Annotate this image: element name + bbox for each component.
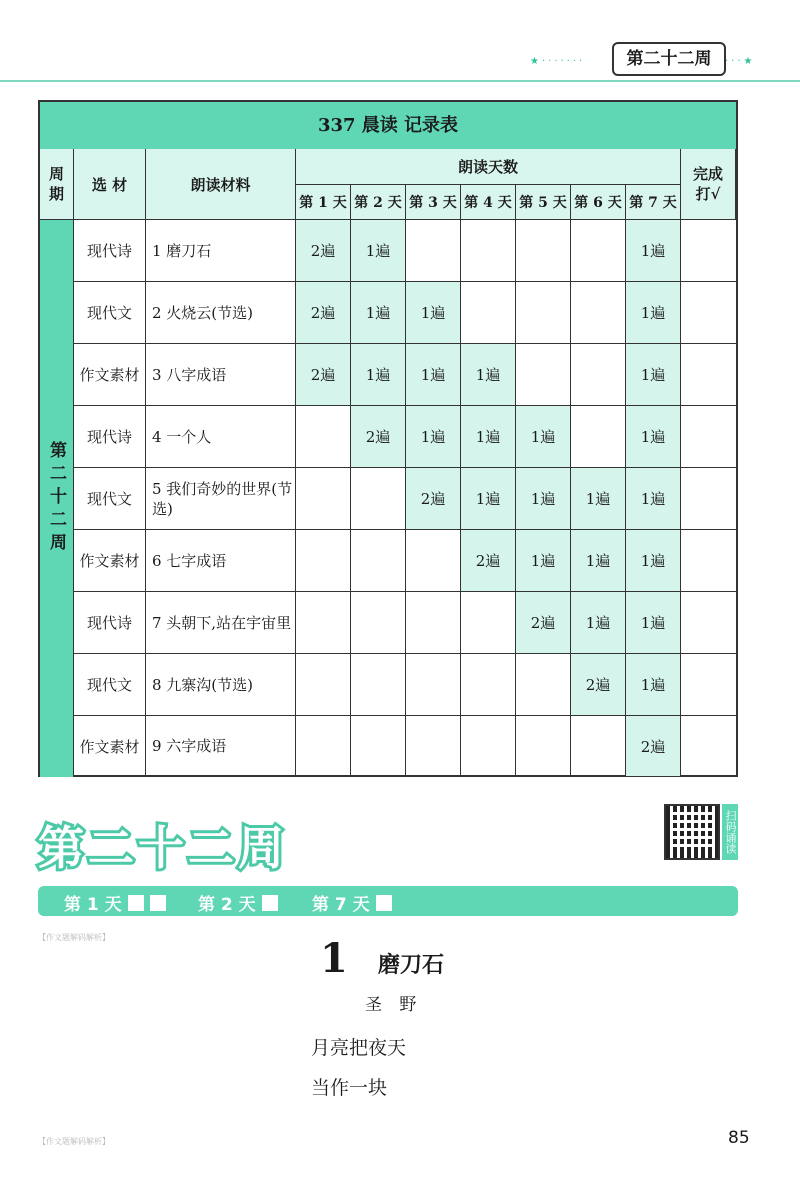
day-cell: [351, 654, 406, 716]
day-cell: 1遍: [461, 468, 516, 530]
day-cell: [516, 220, 571, 282]
day-cell: 1遍: [516, 468, 571, 530]
done-checkbox-cell[interactable]: [681, 406, 736, 468]
day-cell: 2遍: [571, 654, 626, 716]
header-period: [40, 149, 74, 220]
day-cell: 1遍: [571, 468, 626, 530]
day-cell: 1遍: [626, 530, 681, 592]
category-cell: 作文素材: [74, 530, 146, 592]
day-cell: 1遍: [571, 530, 626, 592]
day-cell: [351, 716, 406, 777]
day-cell: [406, 654, 461, 716]
checkbox-icon[interactable]: [262, 895, 278, 911]
day-cell: [571, 406, 626, 468]
day-cell: 1遍: [516, 406, 571, 468]
header-day-6: 第 6 天: [571, 185, 626, 220]
day-cell: [351, 468, 406, 530]
done-checkbox-cell[interactable]: [681, 530, 736, 592]
day-item-2: [198, 890, 278, 915]
day-cell: [461, 282, 516, 344]
day-cell: [461, 654, 516, 716]
reading-record-table: [38, 100, 738, 777]
material-cell: 7 头朝下,站在宇宙里: [146, 592, 296, 654]
qr-code[interactable]: [664, 804, 720, 860]
day-cell: [296, 716, 351, 777]
done-checkbox-cell[interactable]: [681, 282, 736, 344]
day-cell: 1遍: [626, 220, 681, 282]
week-banner-title: 第二十二周: [38, 821, 288, 875]
done-checkbox-cell[interactable]: [681, 592, 736, 654]
day-cell: 2遍: [296, 282, 351, 344]
poem-line: 月亮把夜天: [311, 1037, 407, 1059]
header-day-3: 第 3 天: [406, 185, 461, 220]
material-cell: 2 火烧云(节选): [146, 282, 296, 344]
day-cell: 1遍: [351, 282, 406, 344]
category-cell: 现代文: [74, 282, 146, 344]
day-item-7: [312, 890, 392, 915]
faint-note-bottom: 【作文题解码解析】: [38, 1137, 110, 1146]
day-item-label: 第 1 天: [64, 895, 122, 915]
day-cell: 1遍: [626, 468, 681, 530]
header-day-7: 第 7 天: [626, 185, 681, 220]
material-cell: 4 一个人: [146, 406, 296, 468]
category-cell: 作文素材: [74, 344, 146, 406]
day-item-label: 第 2 天: [198, 895, 256, 915]
day-cell: [406, 716, 461, 777]
material-cell: 6 七字成语: [146, 530, 296, 592]
day-cell: 1遍: [626, 282, 681, 344]
material-cell: 3 八字成语: [146, 344, 296, 406]
done-checkbox-cell[interactable]: [681, 220, 736, 282]
category-cell: 现代诗: [74, 592, 146, 654]
material-cell: 9 六字成语: [146, 716, 296, 777]
table-title: 337 晨读 记录表: [40, 102, 736, 150]
day-cell: [296, 592, 351, 654]
done-checkbox-cell[interactable]: [681, 654, 736, 716]
category-cell: 作文素材: [74, 716, 146, 777]
day-cell: [296, 530, 351, 592]
day-cell: 2遍: [296, 344, 351, 406]
day-cell: 2遍: [626, 716, 681, 777]
day-cell: [461, 220, 516, 282]
category-cell: 现代诗: [74, 406, 146, 468]
category-cell: 现代诗: [74, 220, 146, 282]
day-cell: 1遍: [626, 592, 681, 654]
header-rule: [0, 80, 800, 82]
material-cell: 1 磨刀石: [146, 220, 296, 282]
done-checkbox-cell[interactable]: [681, 344, 736, 406]
day-cell: [516, 654, 571, 716]
header-done-label: 完成打√: [692, 165, 723, 203]
day-cell: [516, 716, 571, 777]
day-cell: [406, 592, 461, 654]
day-item-1: [64, 890, 166, 915]
checkbox-icon[interactable]: [128, 895, 144, 911]
header-category: 选 材: [74, 149, 146, 220]
day-cell: 1遍: [461, 344, 516, 406]
material-cell: 5 我们奇妙的世界(节选): [146, 468, 296, 530]
day-cell: [351, 592, 406, 654]
day-cell: [296, 406, 351, 468]
header-day-1: 第 1 天: [296, 185, 351, 220]
category-cell: 现代文: [74, 468, 146, 530]
day-cell: 1遍: [626, 654, 681, 716]
day-cell: 2遍: [516, 592, 571, 654]
header-days-group: 朗读天数: [296, 149, 681, 185]
week-column: [40, 220, 74, 777]
day-cell: [461, 592, 516, 654]
day-cell: 1遍: [626, 344, 681, 406]
poem-line: 当作一块: [311, 1077, 388, 1099]
week-tab: 第二十二周: [612, 42, 726, 76]
done-checkbox-cell[interactable]: [681, 468, 736, 530]
poem-title: 磨刀石: [378, 952, 445, 978]
poem-author: 圣 野: [365, 995, 423, 1015]
day-cell: [296, 654, 351, 716]
header-period-label: 周期: [48, 165, 64, 203]
day-progress-bar: [38, 886, 738, 916]
week-column-label: 第二十二周: [46, 441, 66, 556]
page-number: 85: [728, 1128, 750, 1148]
day-cell: [296, 468, 351, 530]
day-cell: 2遍: [461, 530, 516, 592]
day-cell: [516, 282, 571, 344]
day-cell: 2遍: [406, 468, 461, 530]
header-day-2: 第 2 天: [351, 185, 406, 220]
day-cell: [406, 530, 461, 592]
day-cell: [351, 530, 406, 592]
day-cell: 1遍: [351, 220, 406, 282]
day-cell: 1遍: [406, 282, 461, 344]
day-cell: [571, 716, 626, 777]
header-day-5: 第 5 天: [516, 185, 571, 220]
day-cell: 1遍: [571, 592, 626, 654]
checkbox-icon[interactable]: [376, 895, 392, 911]
day-cell: 1遍: [626, 406, 681, 468]
day-cell: 1遍: [406, 344, 461, 406]
page-header: [530, 38, 770, 78]
checkbox-icon[interactable]: [150, 895, 166, 911]
header-done: [681, 149, 736, 220]
day-cell: [571, 282, 626, 344]
header-day-4: 第 4 天: [461, 185, 516, 220]
qr-label: 扫码诵读: [722, 804, 738, 860]
day-cell: 1遍: [461, 406, 516, 468]
header-material: 朗读材料: [146, 149, 296, 220]
day-item-label: 第 7 天: [312, 895, 370, 915]
day-cell: [571, 344, 626, 406]
day-cell: [461, 716, 516, 777]
material-cell: 8 九寨沟(节选): [146, 654, 296, 716]
day-cell: 2遍: [351, 406, 406, 468]
day-cell: 1遍: [351, 344, 406, 406]
poem-number: 1: [320, 935, 348, 982]
header-dots-right: ···★: [725, 56, 756, 67]
header-dots-left: ★·······: [530, 56, 586, 67]
faint-note-top: 【作文题解码解析】: [38, 933, 110, 942]
category-cell: 现代文: [74, 654, 146, 716]
day-cell: [516, 344, 571, 406]
day-cell: [571, 220, 626, 282]
day-cell: 2遍: [296, 220, 351, 282]
day-cell: 1遍: [516, 530, 571, 592]
done-checkbox-cell[interactable]: [681, 716, 736, 777]
day-cell: [406, 220, 461, 282]
day-cell: 1遍: [406, 406, 461, 468]
